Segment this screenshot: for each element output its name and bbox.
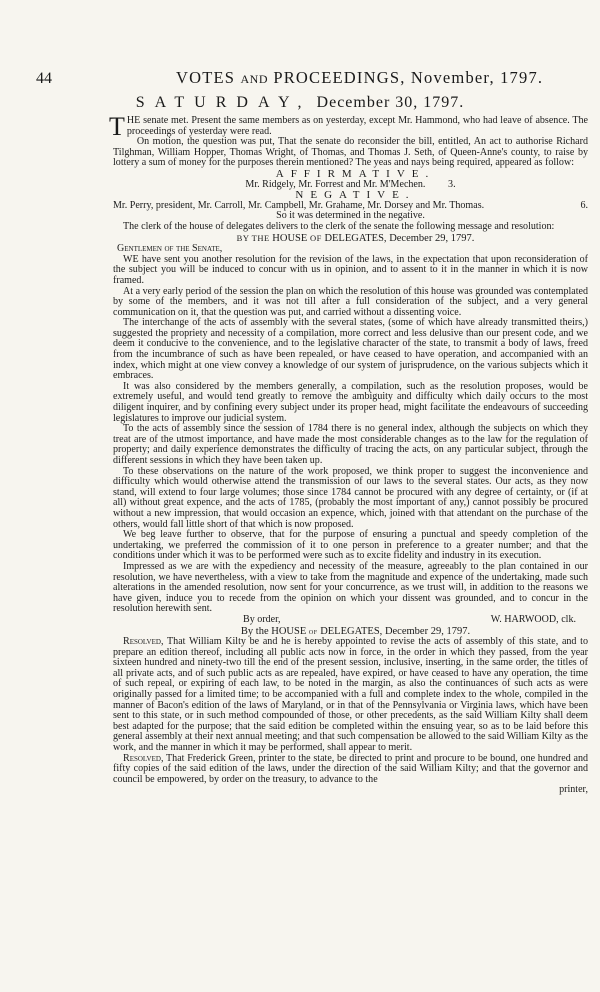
message-paragraph: It was also considered by the members generally, a compilation, such as the resolution proposes, would be extremely useful, and would tend greatly to remove the ambiguity and difficulty which daily occurs to the most diligent inquirer, and by confining every subject under its proper head, might facilitate the endeavours of succeeding legislatures to improve our judicial system. (113, 380, 588, 424)
signature-name: W. HARWOOD, clk. (490, 613, 576, 625)
running-head-and: AND (240, 72, 268, 86)
opening-paragraph (109, 112, 588, 141)
message-heading-by-the: BY THE (236, 232, 270, 243)
message-paragraph: Impressed as we are with the expediency and necessity of the measure, agreeably to the plan contained in our resolution, we have nevertheless, with a view to take from the magnitude and expence of the undertaking, made such alterations in the amended resolution, now sent for your concurrence, as we trust will, in addition to the reasons we have given, induce you to recede from the opinion on which your dissent was grounded, and to concur in the resolution herewith sent. (113, 560, 588, 615)
running-head-proceedings: PROCEEDINGS, (273, 68, 406, 87)
message-paragraph: At a very early period of the session the plan on which the resolution of this house was grounded was contemplated by some of the members, and it was not till after a full consideration of the subject, and a very general communication on it, that the question was put, and carried without a dissenting voice. (113, 285, 588, 318)
negative-count: 6. (580, 199, 588, 211)
resolved-label: Resolved, (123, 636, 164, 648)
resolution-heading-house: HOUSE (271, 625, 307, 637)
drop-cap: T (109, 112, 125, 141)
negative-names: Mr. Perry, president, Mr. Carroll, Mr. Campbell, Mr. Grahame, Mr. Dorsey and Mr. Thomas. (113, 199, 485, 211)
message-heading-date: December 29, 1797. (389, 232, 475, 244)
message-paragraph: WE have sent you another resolution for the revision of the laws, in the expectation that upon reconsideration of the subject you will be induced to concur with us in opinion, and to assent to it in the manner in which it is now framed. (113, 253, 588, 286)
negative-heading: NEGATIVE. (295, 189, 416, 202)
affirmative-names: Mr. Ridgely, Mr. Forrest and Mr. M'Mechen. (245, 178, 426, 190)
resolved-text: That William Kilty be and he is hereby appointed to revise the acts of assembly of this state, and to prepare an edition thereof, including all public acts now in force, in the order in which they passed, from the year sixteen hundred and ninety-two till the end of the present session, inclusive, inserting, in the same order, the titles of all private acts, and of such public acts as are repealed, have expired, or have ceased to have any operation, the time of such repeal, or expiring of each law, to be noted in the margin, as also the continuances of such acts as were originally passed for a limited time; to be accompanied with a full and complete index to the whole, compiled in the manner of Bacon's edition of the laws of Maryland, or in that of the Pennsylvania or Virginia laws, which have been sent to this state, or in such method compounded of those, or other precedents, as the said William Kilty shall deem best adapted for the purpose; that the said edition be completed within the ensuing year, so as to be laid before this general assembly at their next annual meeting; and that such compensation be allowed to the said William Kilty as the work, and the manner in which it may be performed, shall appear to merit. (113, 636, 588, 754)
affirmative-count: 3. (448, 178, 456, 190)
resolution-heading-date: December 29, 1797. (384, 625, 471, 637)
dateline-date: December 30, 1797. (316, 94, 465, 111)
running-head-votes: VOTES (176, 68, 236, 87)
running-head-year: 1797. (500, 68, 544, 87)
resolved-paragraph (113, 637, 588, 754)
dateline-day: SATURDAY, (135, 94, 312, 111)
running-header (0, 68, 600, 94)
signature-by-order: By order, (243, 613, 281, 625)
salutation: Gentlemen of the Senate, (117, 243, 223, 255)
message-heading-delegates: DELEGATES, (324, 232, 387, 244)
message-paragraph: To the acts of assembly since the session of 1784 there is no general index, although the subjects on which they treat are of the utmost importance, and have made the most considerable changes as to the law for the regulation of property; and daily experience demonstrates the difficulty of tracing the acts, on any particular subject, through the different sessions in which they have been taken up. (113, 423, 588, 466)
dateline (0, 94, 600, 112)
resolution-heading-delegates: DELEGATES, (320, 625, 383, 637)
resolved-paragraph (113, 754, 588, 786)
message-heading-house: HOUSE (272, 232, 308, 244)
page-body (109, 112, 588, 796)
signature-block (113, 615, 588, 626)
page-number: 44 (36, 70, 52, 87)
resolved-text: That Frederick Green, printer to the state, be directed to print and procure to be bound, one hundred and fifty copies of the said edition of the laws, under the direction of the said William Kilty; and that the governor and council be empowered, by order on the treasury, to advance to the (113, 752, 588, 785)
affirmative-heading: AFFIRMATIVE. (275, 167, 436, 180)
catchword: printer, (559, 784, 588, 796)
resolution-heading-by-the: By the (240, 625, 269, 637)
running-head-month: November, (410, 68, 495, 87)
resolved-label: Resolved, (123, 752, 164, 764)
message-paragraph: We beg leave further to observe, that for the purpose of ensuring a punctual and speedy completion of the undertaking, we preferred the commission of it to one person in preference to a greater number; and that the conditions under which it was to be performed were such as to excite fidelity and industry in its execution. (113, 529, 588, 562)
opening-text: HE senate met. Present the same members as on yesterday, except Mr. Hammond, who had leave of absence. The proceedings of yesterday were read. (126, 115, 588, 137)
message-paragraph: To these observations on the nature of the work proposed, we think proper to suggest the inconvenience and difficulty which would otherwise attend the transmission of our laws to the several states. Our acts, as they now stand, will extend to four large volumes; those since 1784 cannot be procured with any degree of certainty, or (if at all) without great expence, and the acts of 1785, (probably the most important of any,) cannot possibly be procured without a new impression, that would occasion an expence, which, joined with that attendant on the purchase of the others, would fall little short of that which is now proposed. (113, 465, 588, 530)
clerk-delivers-paragraph: The clerk of the house of delegates delivers to the clerk of the senate the following message and resolution: (123, 220, 555, 232)
motion-paragraph: On motion, the question was put, That the senate do reconsider the bill, entitled, An act to authorise Richard Tilghman, William Hopper, Thomas Wright, of Thomas, and Thomas J. Seth, of Queen-Anne's county, to raise by lottery a sum of money for the purposes therein mentioned? The yeas and nays being required, appeared as follow: (113, 136, 588, 169)
message-heading-of: OF (309, 232, 322, 243)
determined-line: So it was determined in the negative. (276, 210, 425, 222)
message-paragraph: The interchange of the acts of assembly with the several states, (some of which have already transmitted theirs,) suggested the propriety and necessity of a compilation, more correct and less delusive than our present code, and we deem it conducive to the convenience, and to the legislative character of the state, to transmit a body of laws, freed from the incumbrance of such as have been repealed, or have ceased to have operation, and accompanied with an index, which might at one view convey a knowledge of our system of jurisprudence, on the various subjects which it embraces. (113, 317, 588, 382)
resolution-heading-of: of (308, 625, 318, 636)
running-head-title (176, 68, 543, 88)
